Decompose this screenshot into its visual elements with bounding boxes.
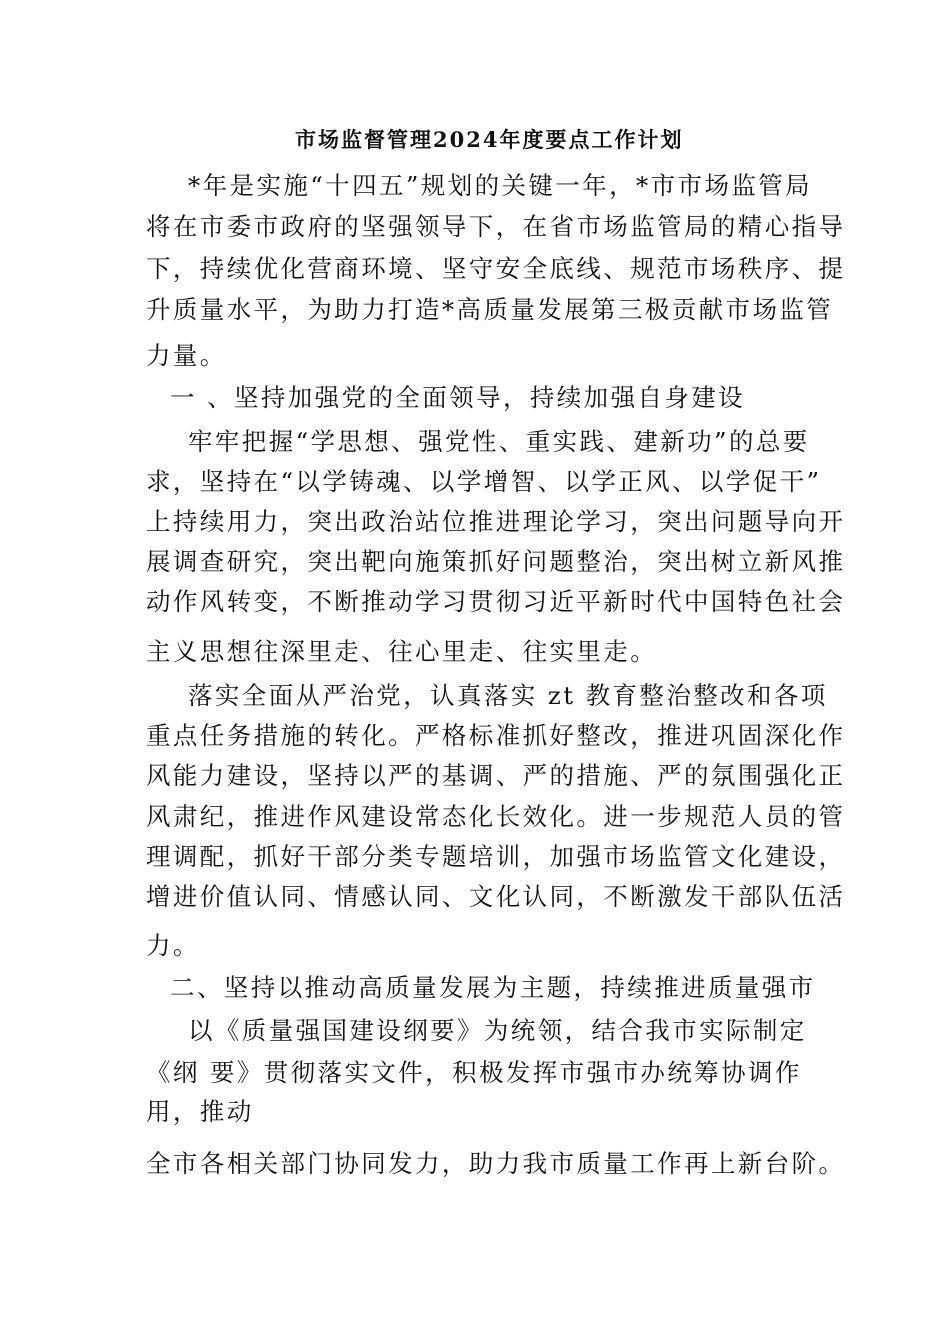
section-2-para-1-line-1: 以《质量强国建设纲要》为统领，结合我市实际制定 <box>188 1016 807 1045</box>
section-1-para-1-line-4: 展调查研究，突出靶向施策抓好问题整治，突出树立新风推 <box>146 547 846 576</box>
section-2-para-1-line-4: 全市各相关部门协同发力，助力我市质量工作再上新台阶。 <box>146 1149 846 1178</box>
section-1-para-2-line-2: 重点任务措施的转化。严格标准抓好整改，推进巩固深化作 <box>146 721 846 750</box>
section-2-heading: 二、坚持以推动高质量发展为主题，持续推进质量强市 <box>170 973 816 1002</box>
section-1-para-1-line-3: 上持续用力，突出政治站位推进理论学习，突出问题导向开 <box>146 507 846 536</box>
intro-line-4: 升质量水平，为助力打造*高质量发展第三极贡献市场监管 <box>146 295 834 324</box>
intro-line-3: 下，持续优化营商环境、坚守安全底线、规范市场秩序、提 <box>146 254 846 283</box>
section-1-para-1-line-2: 求，坚持在“以学铸魂、以学增智、以学正风、以学促干” <box>146 467 822 496</box>
document-title: 市场监督管理2024年度要点工作计划 <box>295 127 684 152</box>
section-1-para-1-line-1: 牢牢把握“学思想、强党性、重实践、建新功”的总要 <box>188 427 810 456</box>
section-2-para-1-line-3: 用，推动 <box>146 1097 254 1126</box>
section-1-para-2-line-5: 理调配，抓好干部分类专题培训，加强市场监管文化建设， <box>146 842 846 871</box>
intro-line-5: 力量。 <box>146 341 227 370</box>
intro-line-1: *年是实施“十四五”规划的关键一年，*市市场监管局 <box>188 171 813 200</box>
section-1-para-2-line-4: 风肃纪，推进作风建设常态化长效化。进一步规范人员的管 <box>146 802 846 831</box>
section-2-para-1-line-2: 《纲 要》贯彻落实文件，积极发挥市强市办统筹协调作 <box>146 1058 802 1087</box>
section-1-para-2-line-7: 力。 <box>146 931 200 960</box>
intro-line-2: 将在市委市政府的坚强领导下，在省市场监管局的精心指导 <box>146 212 846 241</box>
section-1-para-2-line-1: 落实全面从严治党，认真落实 zt 教育整治整改和各项 <box>188 681 828 710</box>
section-1-para-1-line-5: 动作风转变，不断推动学习贯彻习近平新时代中国特色社会 <box>146 587 846 616</box>
section-1-heading: 一 、坚持加强党的全面领导，持续加强自身建设 <box>170 383 746 412</box>
section-1-para-1-line-6: 主义思想往深里走、往心里走、往实里走。 <box>146 637 658 666</box>
section-1-para-2-line-6: 增进价值认同、情感认同、文化认同，不断激发干部队伍活 <box>146 882 846 911</box>
section-1-para-2-line-3: 风能力建设，坚持以严的基调、严的措施、严的氛围强化正 <box>146 761 846 790</box>
